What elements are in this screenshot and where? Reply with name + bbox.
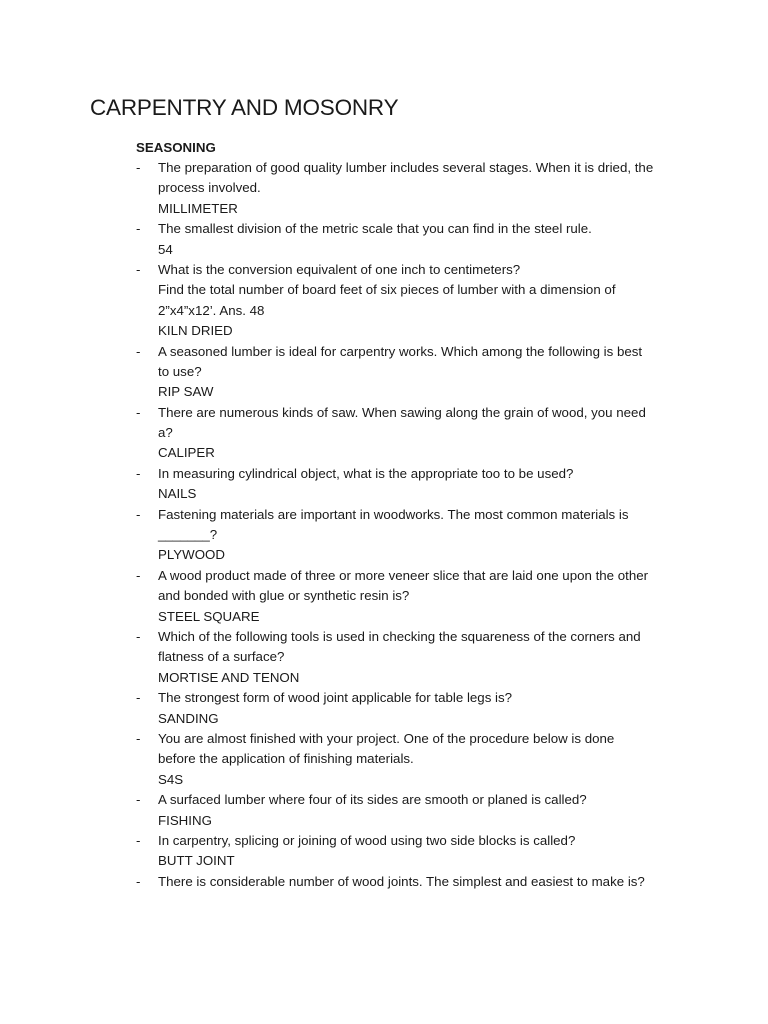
line-text: What is the conversion equivalent of one inch to centimeters?: [158, 261, 521, 277]
text-line: [136, 484, 696, 504]
text-line: [136, 423, 696, 443]
text-line: [136, 525, 696, 545]
question-line: [136, 342, 696, 362]
question-line: [136, 627, 696, 647]
bullet-dash: -: [136, 832, 141, 848]
text-line: [136, 709, 696, 729]
bullet-dash: -: [136, 160, 141, 175]
line-text: The strongest form of wood joint applicable for table legs is?: [158, 690, 513, 706]
bullet-dash: -: [136, 343, 141, 359]
line-text: NAILS: [158, 486, 197, 502]
question-line: [136, 505, 696, 525]
text-line: [136, 199, 696, 219]
line-text: and bonded with glue or synthetic resin is?: [158, 588, 410, 604]
line-text: The smallest division of the metric scale that you can find in the steel rule.: [158, 221, 592, 237]
line-text: a?: [158, 425, 173, 441]
line-text: before the application of finishing materials.: [158, 751, 414, 767]
text-line: [136, 362, 696, 382]
bullet-dash: -: [136, 690, 141, 706]
line-text: A seasoned lumber is ideal for carpentry works. Which among the following is best: [158, 343, 643, 359]
text-line: [136, 749, 696, 769]
question-line: [136, 729, 696, 749]
question-line: [136, 260, 696, 280]
lines-container: [136, 158, 696, 892]
line-text: In measuring cylindrical object, what is the appropriate too to be used?: [158, 465, 574, 481]
text-line: [136, 178, 696, 198]
line-text: STEEL SQUARE: [158, 608, 260, 624]
text-line: [136, 382, 696, 402]
text-line: [136, 443, 696, 463]
text-line: [136, 851, 696, 871]
line-text: to use?: [158, 363, 202, 379]
line-text: There are numerous kinds of saw. When sawing along the grain of wood, you need: [158, 404, 646, 420]
line-text: MILLIMETER: [158, 200, 238, 216]
line-text: Fastening materials are important in woodworks. The most common materials is: [158, 506, 629, 522]
text-line: [136, 240, 696, 260]
question-line: [136, 790, 696, 810]
text-line: [136, 607, 696, 627]
text-line: [136, 301, 696, 321]
question-line: [136, 403, 696, 423]
line-text: Which of the following tools is used in checking the squareness of the corners and: [158, 628, 641, 644]
line-text: RIP SAW: [158, 384, 214, 400]
line-text: A surfaced lumber where four of its sides are smooth or planed is called?: [158, 792, 587, 808]
bullet-dash: -: [136, 730, 141, 746]
line-text: PLYWOOD: [158, 547, 225, 563]
bullet-dash: -: [136, 792, 141, 808]
line-text: FISHING: [158, 812, 212, 828]
qa-list: [136, 138, 696, 892]
bullet-dash: -: [136, 465, 141, 481]
text-line: [136, 545, 696, 565]
question-line: [136, 158, 696, 178]
bullet-dash: -: [136, 261, 141, 277]
line-text: MORTISE AND TENON: [158, 669, 300, 685]
line-text: The preparation of good quality lumber includes several stages. When it is dried, the: [158, 160, 654, 175]
bullet-dash: -: [136, 221, 141, 237]
question-line: [136, 219, 696, 239]
bullet-dash: -: [136, 567, 141, 583]
line-text: SANDING: [158, 710, 219, 726]
bullet-dash: -: [136, 873, 141, 889]
text-line: [136, 280, 696, 300]
line-text: KILN DRIED: [158, 323, 233, 339]
text-line: [136, 668, 696, 688]
line-text: process involved.: [158, 180, 261, 196]
question-line: [136, 831, 696, 851]
line-text: A wood product made of three or more veneer slice that are laid one upon the other: [158, 567, 649, 583]
line-text: You are almost finished with your project. One of the procedure below is done: [158, 730, 615, 746]
bullet-dash: -: [136, 628, 141, 644]
text-line: [136, 647, 696, 667]
line-text: BUTT JOINT: [158, 853, 235, 869]
line-text: flatness of a surface?: [158, 649, 285, 665]
question-line: [136, 464, 696, 484]
line-text: 54: [158, 241, 173, 257]
line-text: 2”x4”x12’. Ans. 48: [158, 302, 265, 318]
bullet-dash: -: [136, 404, 141, 420]
question-line: [136, 688, 696, 708]
line-text: Find the total number of board feet of six pieces of lumber with a dimension of: [158, 282, 616, 298]
text-line: [136, 321, 696, 341]
line-text: S4S: [158, 771, 184, 787]
text-line: [136, 770, 696, 790]
question-line: [136, 566, 696, 586]
text-line: [136, 586, 696, 606]
line-text: _______?: [158, 527, 218, 543]
line-text: There is considerable number of wood joints. The simplest and easiest to make is?: [158, 873, 645, 889]
text-line: [136, 811, 696, 831]
question-line: [136, 872, 696, 892]
line-text: In carpentry, splicing or joining of wood using two side blocks is called?: [158, 832, 576, 848]
section-heading: SEASONING: [136, 140, 216, 155]
bullet-dash: -: [136, 506, 141, 522]
line-text: CALIPER: [158, 445, 215, 461]
document-title: CARPENTRY AND MOSONRY: [90, 95, 399, 120]
